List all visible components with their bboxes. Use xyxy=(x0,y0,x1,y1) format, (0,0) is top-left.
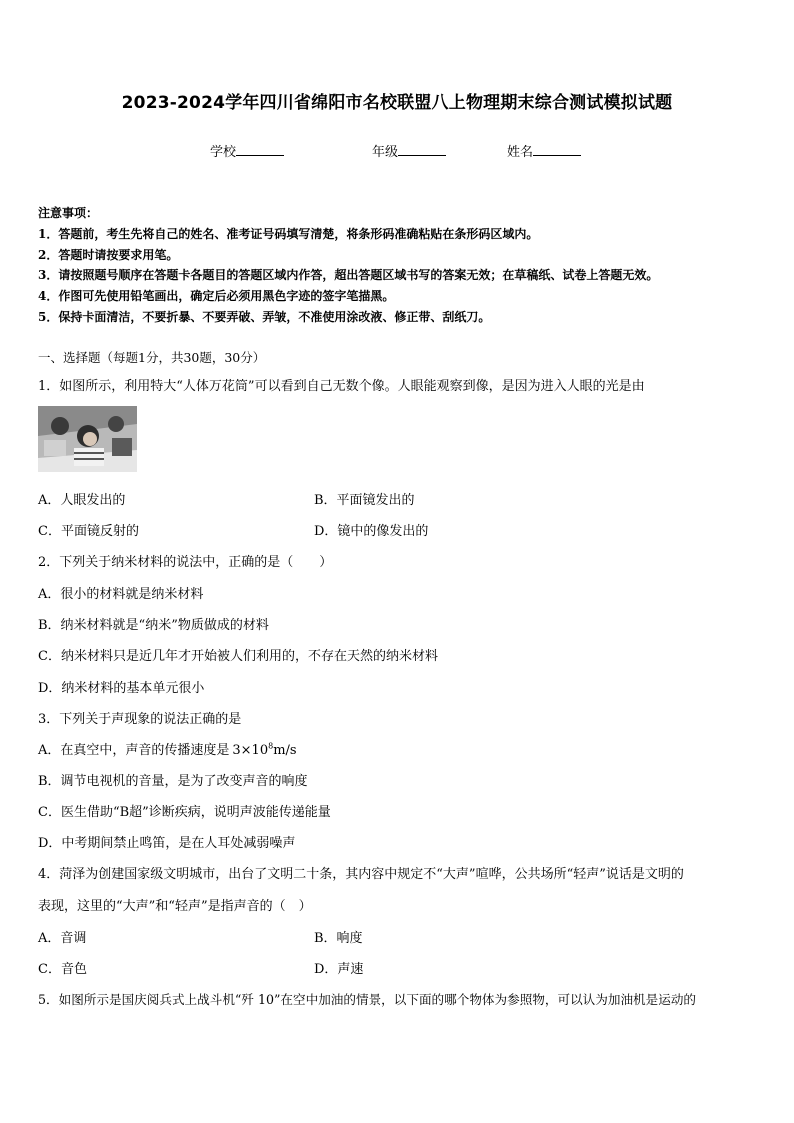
kaleidoscope-photo xyxy=(38,406,137,472)
question-3-option-d: D．中考期间禁止鸣笛，是在人耳处减弱噪声 xyxy=(38,836,296,851)
section-heading: 一、选择题（每题1分，共30题，30分） xyxy=(38,350,266,365)
name-blank xyxy=(533,143,581,156)
question-1-option-c: C．平面镜反射的 xyxy=(38,524,139,539)
notice-item: 5．保持卡面清洁，不要折暴、不要弄破、弄皱，不准使用涂改液、修正带、刮纸刀。 xyxy=(38,310,491,324)
school-label: 学校 xyxy=(210,145,237,160)
speed-exponent: 8 xyxy=(268,741,274,751)
school-field xyxy=(210,141,284,160)
question-4-option-b: B．响度 xyxy=(314,931,363,946)
notice-heading: 注意事项： xyxy=(38,206,99,220)
question-5-stem: 5．如图所示是国庆阅兵式上战斗机“歼 10”在空中加油的情景，以下面的哪个物体为参照物，可以认为加油机是运动的 xyxy=(38,992,697,1007)
speed-value: 3×10 xyxy=(232,743,269,758)
speed-unit: m/s xyxy=(273,743,297,758)
question-4-option-d: D．声速 xyxy=(314,962,364,977)
question-2-stem: 2．下列关于纳米材料的说法中，正确的是（ ） xyxy=(38,555,333,570)
grade-field xyxy=(372,141,446,160)
question-2-option-a: A．很小的材料就是纳米材料 xyxy=(38,587,204,602)
notice-item: 2．答题时请按要求用笔。 xyxy=(38,248,179,262)
question-3-option-a-text: A．在真空中，声音的传播速度是 xyxy=(38,743,230,758)
name-label: 姓名 xyxy=(507,145,534,160)
question-2-option-b: B．纳米材料就是“纳米”物质做成的材料 xyxy=(38,618,269,633)
notice-item: 3．请按照题号顺序在答题卡各题目的答题区域内作答，超出答题区域书写的答案无效；在草稿纸、试卷上答题无效。 xyxy=(38,268,659,282)
question-1-option-a: A．人眼发出的 xyxy=(38,493,126,508)
question-3-stem: 3．下列关于声现象的说法正确的是 xyxy=(38,712,242,727)
question-3-option-b: B．调节电视机的音量，是为了改变声音的响度 xyxy=(38,774,308,789)
question-1-option-b: B．平面镜发出的 xyxy=(314,493,415,508)
question-4-option-c: C．音色 xyxy=(38,962,87,977)
question-1-option-d: D．镜中的像发出的 xyxy=(314,524,429,539)
question-4-option-a: A．音调 xyxy=(38,931,87,946)
name-field xyxy=(507,141,581,160)
notice-item: 4．作图可先使用铅笔画出，确定后必须用黑色字迹的签字笔描黑。 xyxy=(38,289,395,303)
question-3-option-a xyxy=(38,739,297,758)
question-1-stem: 1．如图所示，利用特大“人体万花筒”可以看到自己无数个像。人眼能观察到像，是因为进入人眼的光是由 xyxy=(38,379,645,394)
grade-blank xyxy=(398,143,446,156)
notice-item: 1．答题前，考生先将自己的姓名、准考证号码填写清楚，将条形码准确粘贴在条形码区域内。 xyxy=(38,227,539,241)
page-title: 2023-2024学年四川省绵阳市名校联盟八上物理期末综合测试模拟试题 xyxy=(121,93,673,113)
question-3-option-c: C．医生借助“B超”诊断疾病，说明声波能传递能量 xyxy=(38,805,331,820)
grade-label: 年级 xyxy=(372,145,399,160)
question-4-stem-line-1: 4．菏泽为创建国家级文明城市，出台了文明二十条，其内容中规定不“大声”喧哗，公共场所“轻声”说话是文明的 xyxy=(38,867,684,882)
question-2-option-d: D．纳米材料的基本单元很小 xyxy=(38,681,205,696)
school-blank xyxy=(236,143,284,156)
question-2-option-c: C．纳米材料只是近几年才开始被人们利用的，不存在天然的纳米材料 xyxy=(38,649,438,664)
question-4-stem-line-2: 表现，这里的“大声”和“轻声”是指声音的（ ） xyxy=(38,899,312,914)
